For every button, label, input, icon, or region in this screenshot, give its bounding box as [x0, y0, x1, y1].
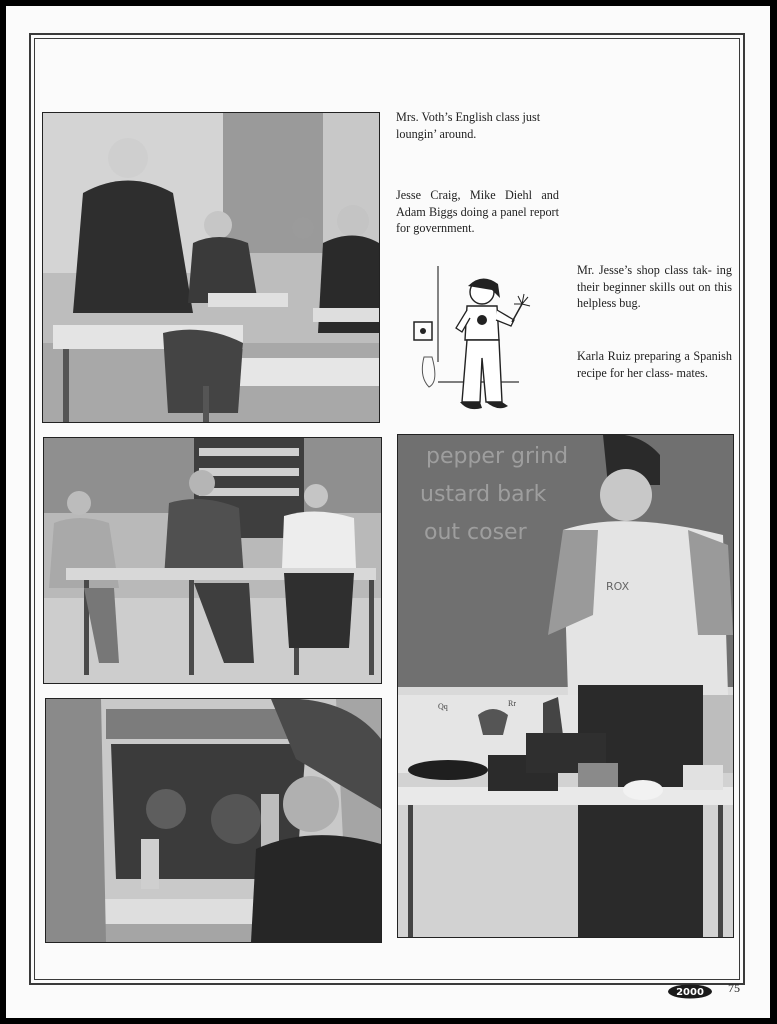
caption-english-class: Mrs. Voth’s English class just loungin’ around. [396, 110, 541, 141]
yearbook-2000-logo [667, 984, 713, 999]
chalkboard-text-line-2: ustard bark [420, 482, 547, 507]
photo-spanish-recipe [397, 434, 734, 938]
photo-shop-class [45, 698, 382, 943]
photo-english-class [42, 112, 380, 423]
logo-text: 2000 [676, 987, 704, 998]
cartoon-girl-illustration [404, 262, 542, 422]
caption-spanish: Karla Ruiz preparing a Spanish recipe for her class- mates. [577, 349, 732, 380]
book-letter-q: Qq [438, 702, 448, 711]
page-number: 75 [728, 981, 740, 995]
book-letter-r: Rr [508, 699, 516, 708]
shirt-text: ROX [606, 580, 630, 593]
photo-government-panel [43, 437, 382, 684]
chalkboard-text-line-1: pepper grind [426, 444, 569, 469]
chalkboard-text-line-3: out coser [424, 520, 527, 545]
caption-government: Jesse Craig, Mike Diehl and Adam Biggs doing a panel report for government. [396, 188, 559, 235]
yearbook-page [6, 6, 770, 1018]
caption-shop-class: Mr. Jesse’s shop class tak- ing their beginner skills out on this helpless bug. [577, 263, 732, 310]
